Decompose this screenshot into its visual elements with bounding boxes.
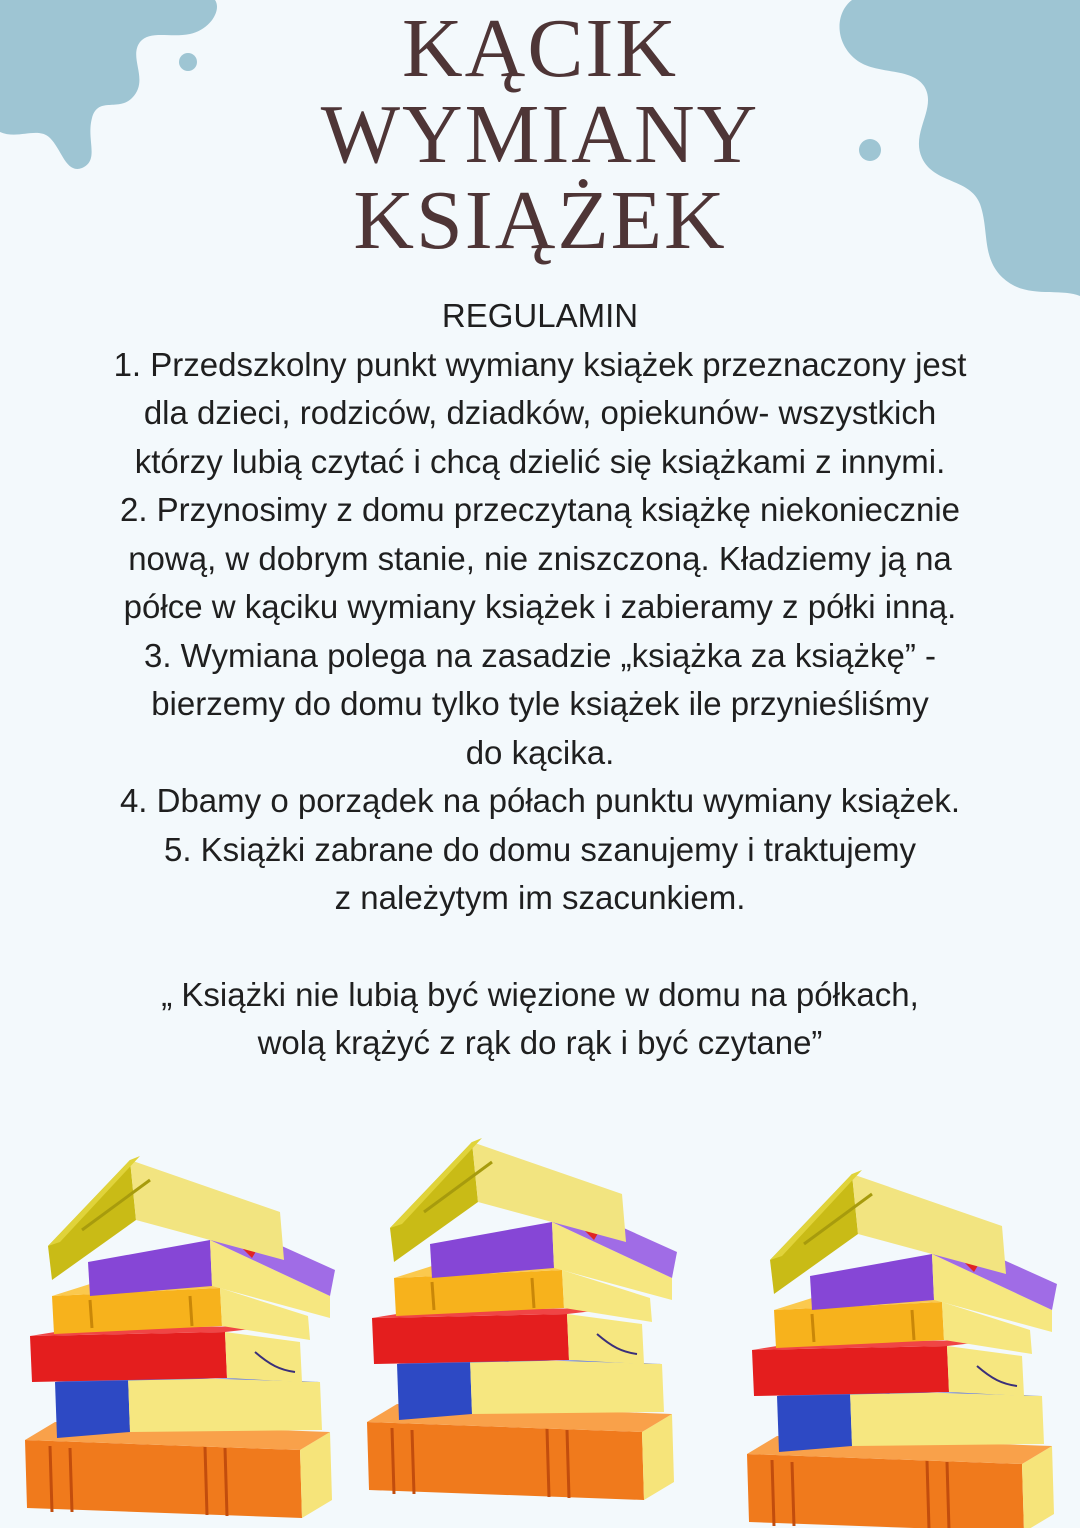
- page-title: [0, 2, 1080, 267]
- rule-line: do kącika.: [465, 733, 615, 771]
- rule-line: bierzemy do domu tylko tyle książek ile przynieśliśmy: [151, 685, 929, 722]
- quote-line: „ Książki nie lubią być więzione w domu na półkach,: [161, 975, 919, 1013]
- rule-line: półce w kąciku wymiany książek i zabieramy z półki inną.: [123, 588, 957, 625]
- rule-line: dla dzieci, rodziców, dziadków, opiekunów- wszystkich: [143, 394, 937, 431]
- rule-line: 1. Przedszkolny punkt wymiany książek przeznaczony jest: [113, 345, 967, 383]
- rules-section: [20, 292, 1060, 1068]
- rule-line: którzy lubią czytać i chcą dzielić się książkami z innymi.: [134, 442, 946, 480]
- rule-line: 4. Dbamy o porządek na półach punktu wymiany książek.: [119, 782, 961, 819]
- title-line: WYMIANY: [320, 88, 760, 181]
- quote-line: wolą krążyć z rąk do rąk i być czytane”: [257, 1024, 823, 1061]
- rule-line: nową, w dobrym stanie, nie zniszczoną. Kładziemy ją na: [128, 539, 952, 577]
- rule-line: 3. Wymiana polega na zasadzie „książka za książkę” -: [143, 636, 937, 674]
- book-stack-illustration: [0, 1100, 1080, 1528]
- rule-line: z należytym im szacunkiem.: [334, 879, 746, 916]
- rule-line: 5. Książki zabrane do domu szanujemy i traktujemy: [163, 830, 916, 868]
- title-line: KSIĄŻEK: [353, 174, 727, 267]
- rules-heading: REGULAMIN: [441, 297, 639, 334]
- title-line: KĄCIK: [402, 2, 678, 95]
- rule-line: 2. Przynosimy z domu przeczytaną książkę niekoniecznie: [119, 491, 961, 528]
